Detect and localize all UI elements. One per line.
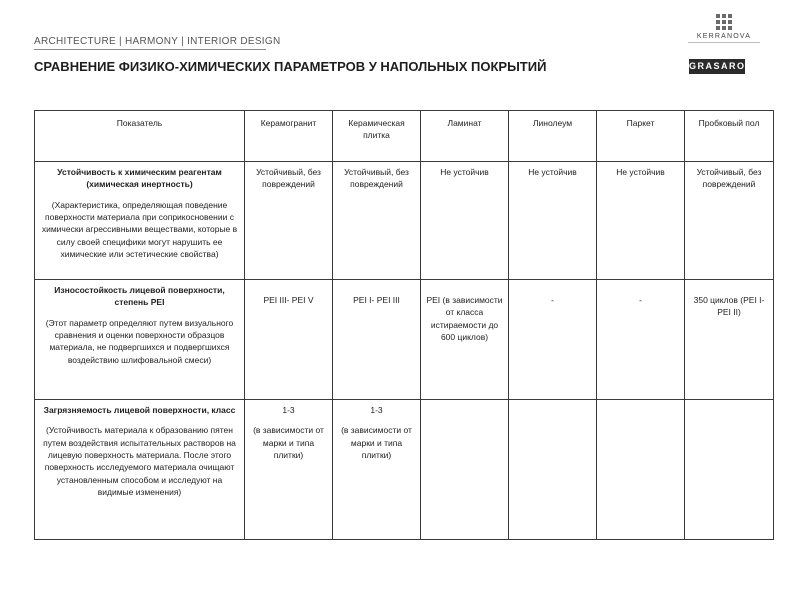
indicator-description: (Устойчивость материала к образованию пятен путем воздействия испытательных растворов на лицевую поверхность материала. После этого поверхность исследуемого материала очищают установленным способом и исследуют на видимые изменения) [43, 425, 236, 497]
value-note: (в зависимости от марки и типа плитки) [341, 425, 412, 460]
comparison-table [34, 110, 774, 540]
value-cell: - [597, 280, 685, 400]
value-cell: Не устойчив [597, 162, 685, 280]
value-cell: PEI III- PEI V [245, 280, 333, 400]
table-row [35, 280, 774, 400]
indicator-cell [35, 162, 245, 280]
value-cell: PEI I- PEI III [333, 280, 421, 400]
value-cell [333, 400, 421, 540]
value-cell: PEI (в зависимости от класса истираемости до 600 циклов) [421, 280, 509, 400]
value-cell [509, 400, 597, 540]
col-header-ceramic: Керамическая плитка [333, 111, 421, 162]
value-cell [245, 400, 333, 540]
value-cell [685, 400, 774, 540]
value-main: 1-3 [282, 405, 295, 415]
value-cell: Не устойчив [509, 162, 597, 280]
value-cell [421, 400, 509, 540]
value-cell: Устойчивый, без повреждений [245, 162, 333, 280]
col-header-linoleum: Линолеум [509, 111, 597, 162]
header-divider [34, 49, 266, 50]
value-cell: Не устойчив [421, 162, 509, 280]
value-cell: Устойчивый, без повреждений [685, 162, 774, 280]
value-cell: - [509, 280, 597, 400]
indicator-title: Износостойкость лицевой поверхности, степень PEI [54, 285, 225, 308]
table-header-row [35, 111, 774, 162]
indicator-title: Загрязняемость лицевой поверхности, класс [43, 405, 236, 415]
header-tagline: ARCHITECTURE | HARMONY | INTERIOR DESIGN [34, 36, 281, 47]
indicator-cell [35, 280, 245, 400]
col-header-indicator: Показатель [35, 111, 245, 162]
logo-underline [688, 42, 760, 43]
logo-text: KERRANOVA [696, 33, 752, 40]
col-header-cork: Пробковый пол [685, 111, 774, 162]
logo-mark-icon [716, 14, 732, 30]
kerranova-logo [688, 14, 760, 44]
table-row [35, 162, 774, 280]
value-main: 1-3 [370, 405, 383, 415]
value-cell [597, 400, 685, 540]
page-title: СРАВНЕНИЕ ФИЗИКО-ХИМИЧЕСКИХ ПАРАМЕТРОВ У НАПОЛЬНЫХ ПОКРЫТИЙ [34, 59, 547, 74]
indicator-description: (Характеристика, определяющая поведение поверхности материала при соприкосновении с химически агрессивными веществами, которые в силу своей специфики могут нарушить ее химические или эстетические свойства) [41, 199, 238, 259]
col-header-porcelain: Керамогранит [245, 111, 333, 162]
indicator-description: (Этот параметр определяют путем визуального сравнения и оценки поверхности образцов материала, не подвергшихся и подвергшихся воздействию шлифовальной смеси) [45, 317, 234, 365]
col-header-laminate: Ламинат [421, 111, 509, 162]
value-note: (в зависимости от марки и типа плитки) [253, 425, 324, 460]
indicator-cell [35, 400, 245, 540]
value-cell: 350 циклов (PEI I- PEI II) [685, 280, 774, 400]
grasaro-logo: GRASARO [689, 59, 745, 74]
col-header-parquet: Паркет [597, 111, 685, 162]
table-row [35, 400, 774, 540]
value-cell: Устойчивый, без повреждений [333, 162, 421, 280]
indicator-title: Устойчивость к химическим реагентам (химическая инертность) [57, 167, 222, 190]
